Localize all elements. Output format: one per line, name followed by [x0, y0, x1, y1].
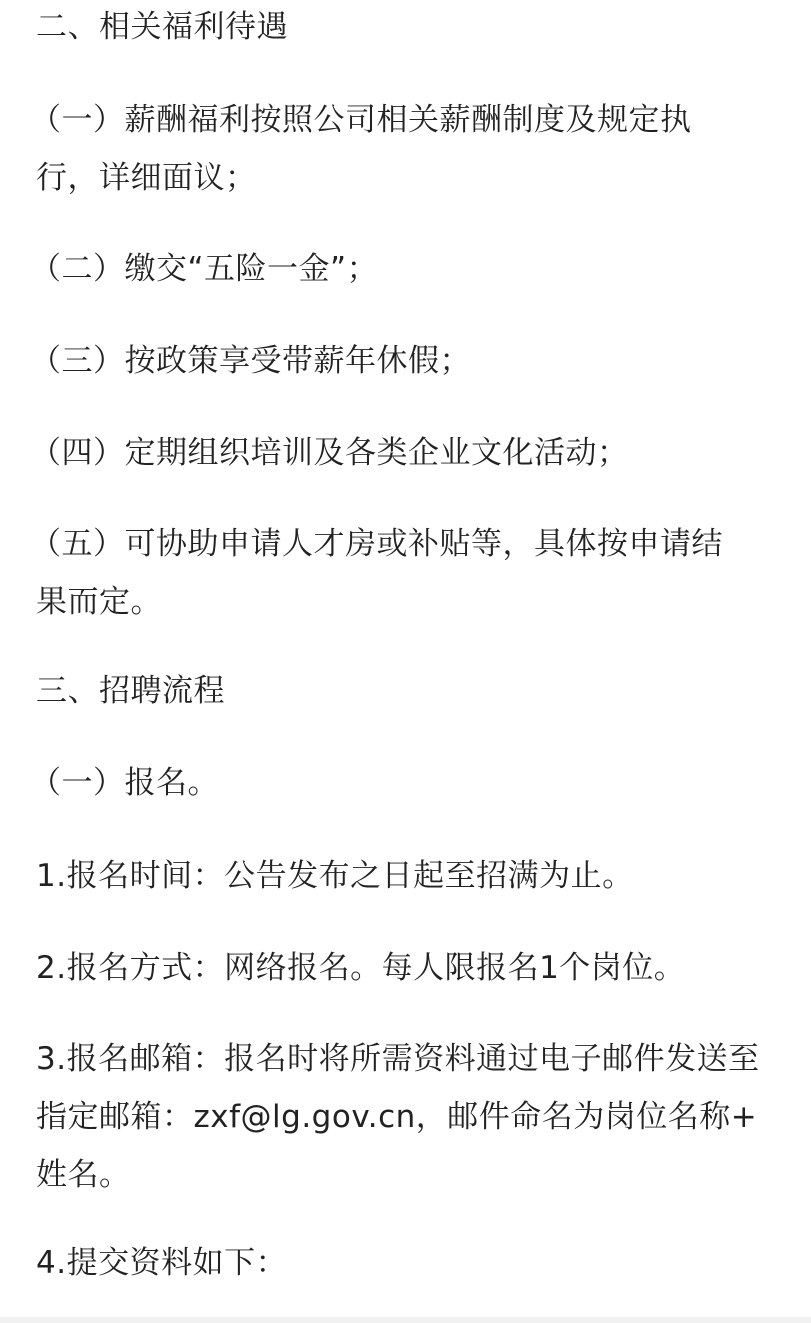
registration-time [36, 847, 796, 905]
registration-email [36, 1030, 796, 1204]
recruitment-heading-text: 三、招聘流程 [36, 673, 225, 709]
benefit-item-4-text: （四）定期组织培训及各类企业文化活动； [30, 435, 629, 471]
registration-email-line-1: 3.报名邮箱：报名时将所需资料通过电子邮件发送至 [36, 1041, 760, 1077]
registration-method-text: 2.报名方式：网络报名。每人限报名1个岗位。 [36, 950, 686, 986]
benefits-heading [36, 0, 796, 56]
recruitment-heading [36, 662, 796, 720]
benefit-item-5-line-1: （五）可协助申请人才房或补贴等，具体按申请结 [30, 526, 723, 562]
registration-time-text: 1.报名时间：公告发布之日起至招满为止。 [36, 858, 634, 894]
benefit-item-1-line-2: 行，详细面议； [36, 160, 257, 196]
submission-materials-text: 4.提交资料如下： [36, 1245, 288, 1281]
recruitment-step-1-text: （一）报名。 [30, 765, 219, 801]
registration-email-line-2: 指定邮箱：zxf@lg.gov.cn，邮件命名为岗位名称+ [36, 1099, 758, 1135]
registration-email-line-3: 姓名。 [36, 1157, 131, 1193]
benefit-item-3 [30, 332, 790, 390]
benefit-item-2 [30, 240, 790, 298]
benefits-heading-text: 二、相关福利待遇 [36, 9, 288, 45]
bottom-divider [0, 1317, 811, 1323]
benefit-item-5-line-2: 果而定。 [36, 584, 162, 620]
benefit-item-4 [30, 424, 790, 482]
benefit-item-1-line-1: （一）薪酬福利按照公司相关薪酬制度及规定执 [30, 102, 692, 138]
submission-materials [36, 1234, 796, 1292]
benefit-item-1 [30, 91, 790, 207]
registration-method [36, 939, 796, 997]
recruitment-step-1 [30, 754, 790, 812]
benefit-item-3-text: （三）按政策享受带薪年休假； [30, 343, 471, 379]
benefit-item-5 [30, 515, 790, 631]
benefit-item-2-text: （二）缴交“五险一金”； [30, 251, 379, 287]
